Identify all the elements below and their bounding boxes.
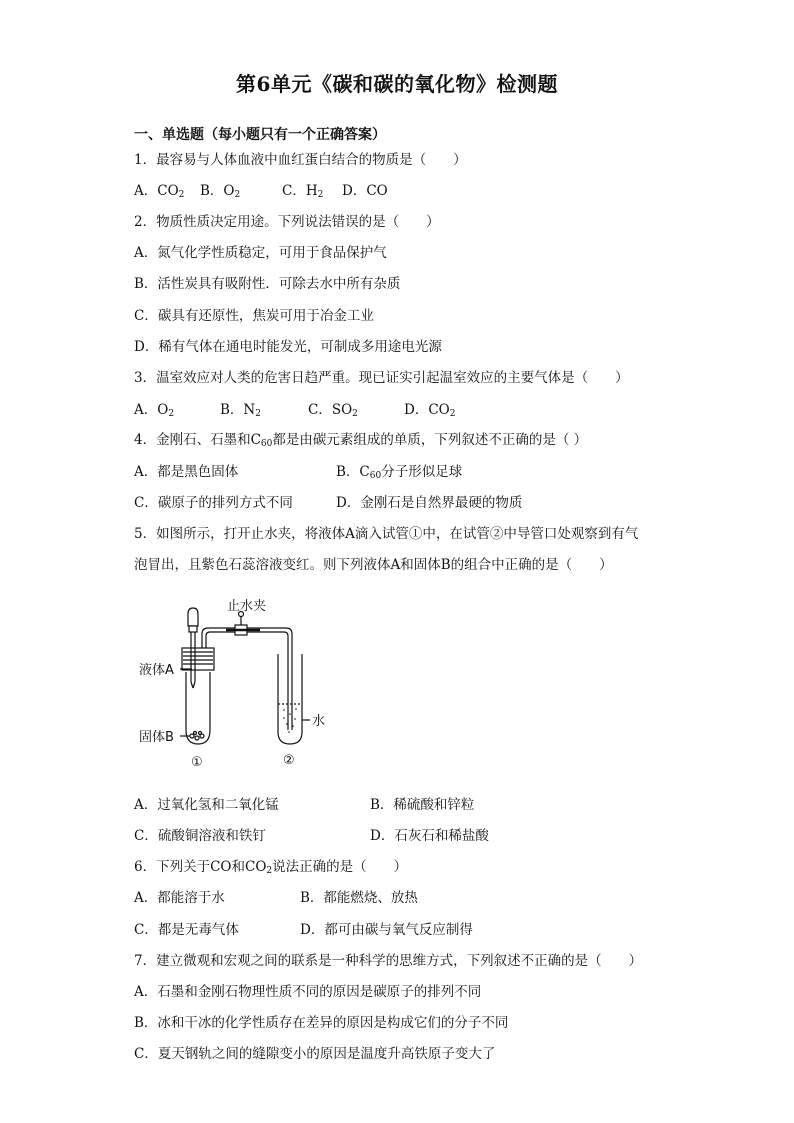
- q2-option-d: D．稀有气体在通电时能发光，可制成多用途电光源: [134, 339, 442, 355]
- q3-option-d: D．$CO_2$: [404, 402, 456, 419]
- q3-option-c: C．$SO_2$: [308, 402, 358, 419]
- q5-stem-line2: 泡冒出，且紫色石蕊溶液变红。则下列液体A和固体B的组合中正确的是（ ）: [134, 557, 613, 573]
- q4-option-a: A．都是黑色固体: [134, 464, 239, 480]
- clamp-label: 止水夹: [227, 599, 267, 614]
- q2-option-a: A．氮气化学性质稳定，可用于食品保护气: [134, 245, 387, 261]
- stopper: [182, 648, 214, 670]
- q6-option-c: C．都是无毒气体: [134, 922, 239, 938]
- q6-option-d: D．都可由碳与氧气反应制得: [300, 922, 473, 938]
- q3-option-a: A．$O_2$: [134, 402, 175, 419]
- q1-option-d: D．CO: [342, 183, 388, 199]
- q5-option-d: D．石灰石和稀盐酸: [370, 828, 489, 844]
- liquid-a-label: 液体A: [139, 663, 174, 678]
- q2-stem: 2．物质性质决定用途。下列说法错误的是（ ）: [134, 214, 440, 230]
- q7-option-c: C．夏天钢轨之间的缝隙变小的原因是温度升高铁原子变大了: [134, 1046, 496, 1062]
- q1-option-b: B．$O_2$: [200, 183, 241, 200]
- q5-option-b: B．稀硫酸和锌粒: [370, 797, 475, 813]
- tube-2-label: ②: [283, 753, 295, 768]
- q6-option-b: B．都能燃烧、放热: [300, 890, 418, 906]
- section-heading: 一、单选题（每小题只有一个正确答案）: [134, 127, 386, 143]
- q7-option-b: B．冰和干冰的化学性质存在差异的原因是构成它们的分子不同: [134, 1015, 509, 1031]
- dropper-bulb: [188, 608, 198, 626]
- q6-stem: 6．下列关于CO和$CO_2$说法正确的是（ ）: [134, 859, 408, 876]
- q5-option-c: C．硫酸铜溶液和铁钉: [134, 828, 266, 844]
- tube-1-label: ①: [191, 755, 203, 770]
- q4-stem: 4．金刚石、石墨和$C_{60}$都是由碳元素组成的单质，下列叙述不正确的是（ ）: [134, 432, 588, 449]
- q4-option-d: D．金刚石是自然界最硬的物质: [336, 495, 523, 511]
- q5-apparatus-figure: [134, 592, 344, 770]
- q2-option-c: C．碳具有还原性，焦炭可用于冶金工业: [134, 308, 374, 324]
- q5-option-a: A．过氧化氢和二氧化锰: [134, 797, 279, 813]
- q4-option-b: B．$C_{60}$分子形似足球: [336, 464, 463, 481]
- q6-option-a: A．都能溶于水: [134, 890, 225, 906]
- page-title: 第6单元《碳和碳的氧化物》检测题: [236, 72, 558, 96]
- q1-option-a: A．$CO_2$: [134, 183, 185, 200]
- test-tube-2: [278, 654, 302, 744]
- solid-b-label: 固体B: [139, 730, 174, 745]
- water-label: 水: [312, 714, 326, 729]
- q4-option-c: C．碳原子的排列方式不同: [134, 495, 293, 511]
- q5-stem-line1: 5．如图所示，打开止水夹，将液体A滴入试管①中，在试管②中导管口处观察到有气: [134, 526, 639, 542]
- q3-stem: 3．温室效应对人类的危害日趋严重。现已证实引起温室效应的主要气体是（ ）: [134, 370, 629, 386]
- q7-option-a: A．石墨和金刚石物理性质不同的原因是碳原子的排列不同: [134, 984, 482, 1000]
- q1-stem: 1．最容易与人体血液中血红蛋白结合的物质是（ ）: [134, 152, 467, 168]
- q7-stem: 7．建立微观和宏观之间的联系是一种科学的思维方式，下列叙述不正确的是（ ）: [134, 953, 643, 969]
- q1-option-c: C．$H_2$: [282, 183, 324, 200]
- q2-option-b: B．活性炭具有吸附性．可除去水中所有杂质: [134, 276, 401, 292]
- q3-option-b: B．$N_2$: [220, 402, 261, 419]
